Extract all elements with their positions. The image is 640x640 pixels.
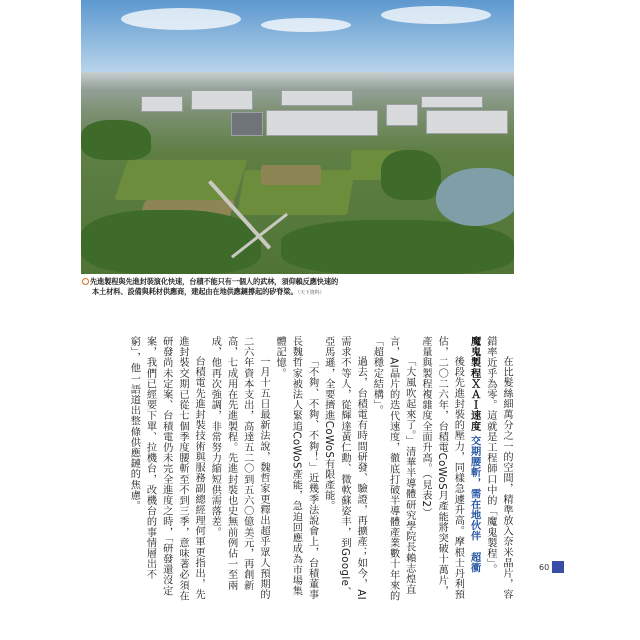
tree-area <box>381 150 441 200</box>
tree-area <box>81 120 151 160</box>
caption-line-1: 先進製程與先進封裝演化快速，台積不能只有一個人的武林，須仰賴反應快速的 <box>90 277 339 286</box>
heading-part-2: ＡＩ速度 <box>468 389 480 432</box>
field <box>115 160 248 200</box>
tree-area <box>281 220 514 274</box>
paragraph: 「不夠、不夠、不夠！」近幾季法說會上，台積董事長魏哲家被法人緊追CoWoS產能，急迫回應成為市場集體記憶。 <box>274 336 318 601</box>
paragraph: 過去，台積電有時間研發、驗證，再擴產；如今，AI需求不等人，從輝達黃仁勳、微軟蘇姿丰，到Google、亞馬遜，全要擠進CoWoS有限產能。 <box>322 336 367 601</box>
paragraph: 台積電先進封裝技術與服務副總經理何軍更指出，先進封裝交期已從七個季度腰斬至不到三季，意味著必須在研發尚未定案、台積電仍未完全進度之時，「研發還沒定案，我們已經要下單、拉機台，改機台的事情層出不窮」，他一語道出整條供應鏈的焦慮。 <box>128 336 205 601</box>
caption-line-2: 本土材料、設備與耗材供應商，建起由在地供應鏈撐起的矽脊梁。 <box>92 287 298 296</box>
article-body <box>124 336 514 604</box>
heading-part-3: 交期腰斬，需在地伙伴 超衝 <box>468 435 480 574</box>
horizon <box>81 72 514 92</box>
section-heading <box>465 336 481 604</box>
factory-building <box>386 104 418 126</box>
bullet-circle-icon <box>82 278 89 285</box>
paragraph: 後段先進封裝的壓力，同樣急遽升高。摩根士丹利預估，二〇二六年，台積電CoWoS月產能將突破十萬片，產量與製程複雜度全面升高。（見表2） <box>419 336 464 601</box>
page-number: 60 <box>539 563 550 572</box>
field <box>261 165 321 185</box>
paragraph: 在比髮絲細萬分之一的空間，精準放入奈米晶片，容錯率近乎為零。這就是工程師口中的「魔鬼製程」。 <box>484 336 512 601</box>
tree-area <box>81 210 261 274</box>
cloud <box>121 8 241 30</box>
factory-building <box>191 90 253 110</box>
pond <box>436 168 514 226</box>
heading-part-1: 魔鬼製程Ｘ <box>468 336 480 389</box>
cloud <box>261 18 351 32</box>
factory-building <box>281 90 353 106</box>
factory-building <box>426 110 508 134</box>
factory-building <box>266 110 378 136</box>
photo-caption <box>82 277 514 298</box>
aerial-photo <box>81 0 514 274</box>
factory-building <box>421 96 483 108</box>
factory-building <box>231 112 263 136</box>
cloud <box>381 6 491 24</box>
paragraph: 「大風吹起來了。」清華半導體研究學院長賴志煌直言，AI晶片的迭代速度，徹底打破半導體產業數十年來的「超穩定結構」。 <box>371 336 415 602</box>
caption-credit: （天下資料） <box>297 290 325 296</box>
page-marker-block <box>552 561 564 573</box>
paragraph: 一月十五日最新法說，魏哲家更釋出超乎眾人預期的二六年資本支出，高達五二〇到五六〇億美元，再創新高，七成用在先進製程。先進封裝也史無前例佔一至兩成，他再次強調，非常努力縮短供需落差。 <box>209 336 269 601</box>
factory-building <box>141 96 183 112</box>
